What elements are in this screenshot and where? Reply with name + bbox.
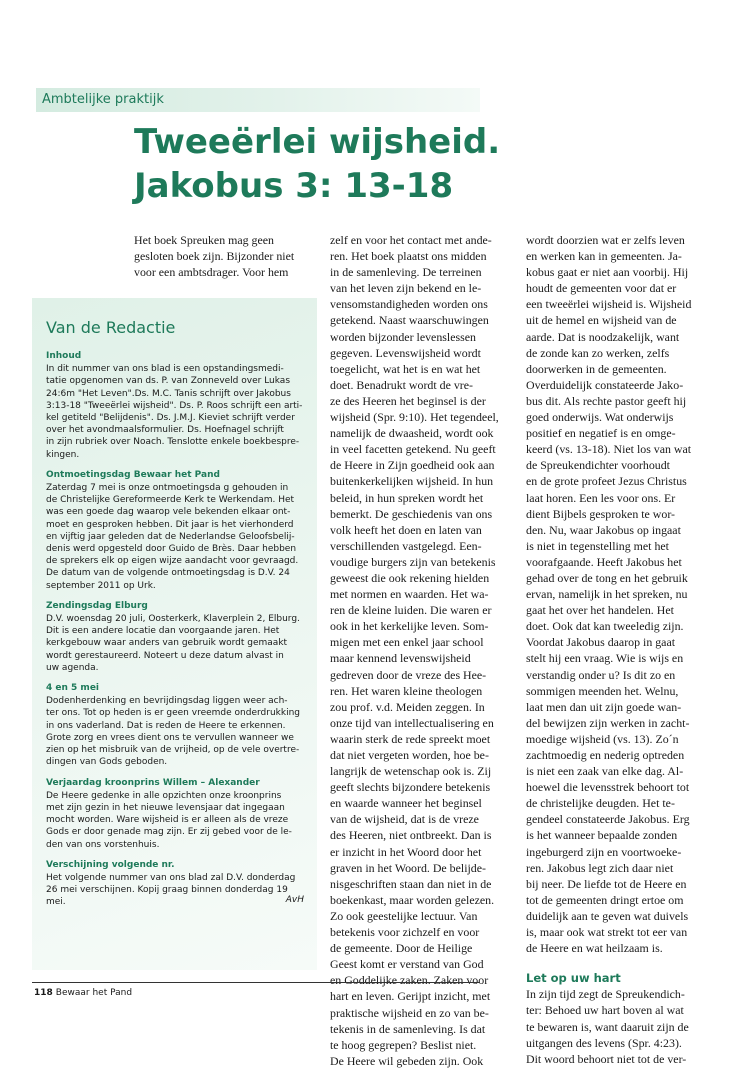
text-line: te hoog gegrepen? Beslist niet. [330,1037,477,1052]
text-line: hart en leven. Gerijpt inzicht, met [330,989,491,1004]
text-line: langrijk de wetenschap ook is. Zij [330,764,492,779]
sidebar-section [46,777,308,851]
column-1-intro [134,232,314,280]
sidebar-section-heading: Verjaardag kroonprins Willem – Alexander [46,777,260,788]
signature: AvH [285,895,304,906]
sidebar-text-line: D.V. woensdag 20 juli, Oosterkerk, Klaverplein 2, Elburg. [46,614,300,625]
text-line: en werken kan in gemeenten. Ja- [526,249,682,264]
text-line: de zonde kan zo werken, zelfs [526,345,670,360]
text-line: boekenkast, maar worden gelezen. [330,892,495,907]
text-line: kobus gaat er niet aan voorbij. Hij [526,265,689,280]
text-line: ren de kleine luiden. Die waren er [330,603,492,618]
text-line: is het wanneer bepaalde zonden [526,828,678,843]
text-line: dat niet vergeten worden, hoe be- [330,748,489,762]
text-line: Het boek Spreuken mag geen [134,233,274,247]
sidebar-text-line: moet en gesproken hebben. Dit jaar is het vierhonderd [46,519,294,530]
text-line: doet. Ook dat kan tweeledig zijn. [526,619,684,634]
text-line: zou prof. v.d. Meiden zeggen. In [330,699,485,714]
text-line: goed onderwijs. Wat onderwijs [526,410,674,425]
text-line: zelf en voor het contact met ande- [330,233,492,247]
sidebar-text-line: In dit nummer van ons blad is een opstandingsmedi- [46,364,284,375]
text-line: met normen en waarden. Het wa- [330,587,489,602]
sidebar-section [46,469,308,592]
sidebar-text-line: mei. [46,897,66,908]
text-line: gesloten boek zijn. Bijzonder niet [134,249,295,264]
text-line: gendeel constateerde Jakobus. Erg [526,812,690,827]
text-line: del bewijzen zijn werken in zacht- [526,715,690,730]
sidebar-text-line: De datum van de volgende ontmoetingsdag is D.V. 24 [46,568,290,579]
sidebar-text-line: kel getiteld "Belijdenis". Ds. J.M.J. Kieviet schrijft verder [46,413,295,424]
text-line: betekenis voor zichzelf en voor [330,925,480,940]
text-line: maar kennend levenswijsheid [330,651,471,666]
text-line: gegeven. Levenswijsheid wordt [330,345,481,360]
sidebar-text-line: in zijn rubriek over Noach. Tenslotte enkele boekbespre- [46,437,300,448]
text-line: nisgeschriften staan dan niet in de [330,876,492,891]
sidebar-text-line: 26 mei verschijnen. Kopij graag binnen donderdag 19 [46,885,288,896]
sidebar-text-line: met zijn gezin in het nieuwe levensjaar dat ingegaan [46,802,285,813]
text-line: hoewel die levensstrek behoort tot [526,780,690,795]
text-line: en de grote profeet Jezus Christus [526,474,687,489]
text-line: er inzicht in het Woord door het [330,844,482,859]
text-line: in de samenleving. De terreinen [330,265,482,280]
text-line: de gemeente. Door de Heilige [330,941,473,956]
text-line: is, maar ook wat strekt tot eer van [526,925,688,940]
sidebar-text-line: dingen van Gods geboden. [46,757,168,768]
sidebar-text-line: en vijftig jaar geleden dat de Nederlandse Geloofsbelij- [46,531,295,542]
text-line: en waarde wanneer het beginsel [330,796,482,811]
text-line: voorafgaande. Heeft Jakobus het [526,554,682,569]
text-line: buitenkerkelijken wijsheid. In hun [330,474,494,489]
sidebar-section-heading: Ontmoetingsdag Bewaar het Pand [46,469,220,480]
text-line: doet. Benadrukt wordt de vre- [330,377,473,392]
sidebar-section [46,682,308,768]
section-label: Ambtelijke praktijk [42,92,164,107]
publication-name: Bewaar het Pand [55,988,133,998]
sidebar-text-line: kerkgebouw waar anders van gebruik wordt gemaakt [46,638,288,649]
text-line: dient Bijbels gesproken te wor- [526,506,676,521]
sidebar-text-line: kingen. [46,449,80,460]
text-line: ervan, namelijk in het spreken, nu [526,587,688,602]
text-line: duidelijk aan te geven wat duivels [526,908,689,923]
sidebar-section-heading: Inhoud [46,351,82,361]
sidebar-text-line: september 2011 op Urk. [46,580,156,591]
text-line: bemerkt. De geschiedenis van ons [330,506,493,521]
text-line: bij neer. De liefde tot de Heere en [526,876,687,891]
text-line: worden bijzonder levenslessen [330,329,476,344]
text-line: laat horen. Een les voor ons. Er [526,490,676,505]
text-line: de christelijke deugden. Het te- [526,796,675,811]
page-number: 118 [34,988,53,998]
text-line: des Heeren, niet ontbreekt. Dan is [330,828,492,843]
text-line: beleid, in hun spreken wordt het [330,490,484,505]
text-line: bus dit. Als rechte pastor geeft hij [526,393,687,408]
text-line: tot de gemeenten dringt ertoe om [526,892,684,907]
text-line: volk heeft het doen en laten van [330,522,482,537]
sidebar-text-line: Het volgende nummer van ons blad zal D.V. donderdag [46,872,296,883]
spacer [526,956,708,970]
text-line: ren. Het waren kleine theologen [330,683,483,698]
text-line: gehad over de tong en het gebruik [526,570,688,585]
text-line: Zo ook geestelijke lectuur. Van [330,908,478,923]
sidebar-text-line: zien op het misbruik van de vrijheid, op de vele overtre- [46,745,300,756]
sidebar-text-line: den van ons vorstenhuis. [46,839,160,850]
text-line: in veel facetten getekend. Nu geeft [330,442,496,457]
text-line: De Heere wil gebeden zijn. Ook [330,1053,484,1068]
text-line: In zijn tijd zegt de Spreukendich- [526,987,685,1002]
text-line: tekenis in de samenleving. Is dat [330,1021,486,1036]
text-line: Geest komt er verstand van God [330,957,484,972]
sidebar-text-line: 3:13-18 "Tweeërlei wijsheid". Ds. P. Roos schrijft een arti- [46,400,303,411]
sidebar-text-line: mocht worden. Ware wijsheid is er alleen als de vreze [46,815,289,826]
text-line: uitgangen des levens (Spr. 4:23). [526,1035,682,1050]
text-line: stelt hij een vraag. Wie is wijs en [526,651,684,666]
footer-rule [32,982,480,983]
sidebar-text-line: tatie opgenomen van ds. P. van Zonneveld over Lukas [46,376,291,387]
text-line: geeft slechts bijzondere betekenis [330,780,491,795]
text-line: toegelicht, wat het is en wat het [330,361,481,376]
text-line: is niet een zaak van elke dag. Al- [526,764,684,779]
text-line: ter: Behoed uw hart boven al wat [526,1003,684,1018]
text-line: en Goddelijke zaken. Zaken voor [330,973,489,988]
text-line: van de wijsheid, dat is de vreze [330,812,479,827]
text-line: Dit woord behoort niet tot de ver- [526,1051,687,1066]
sidebar-text-line: Dit is een andere locatie dan voorgaande jaren. Het [46,626,280,637]
text-line: praktische wijsheid en zo van be- [330,1005,489,1020]
text-line: getekend. Naast waarschuwingen [330,313,489,328]
text-line: ook in het kerkelijke leven. Som- [330,619,489,634]
text-line: gedreven door de vreze des Hee- [330,667,487,682]
text-line: voudige burgers zijn van betekenis [330,554,496,569]
text-line: namelijk de dwaasheid, wordt ook [330,426,494,441]
title-line-1: Tweeërlei wijsheid. [134,122,501,162]
sidebar-text-line: uw agenda. [46,662,99,673]
text-line: ingeburgerd zijn en voortwoeke- [526,844,682,859]
text-line: vensomstandigheden worden ons [330,297,488,312]
text-line: geweest die ook rekening hielden [330,570,490,585]
text-line: verschillenden vastgelegd. Een- [330,538,482,553]
sidebar-section-heading: 4 en 5 mei [46,683,100,694]
sidebar-section [46,859,308,909]
text-line: laat men dan uit zijn goede wan- [526,699,682,714]
text-line: verstandig onder u? Is dit zo en [526,667,676,682]
column-3 [526,232,708,1067]
article-title [134,120,514,208]
column-2 [330,232,512,1069]
sidebar-text-line: 24:6m "Het Leven".Ds. M.C. Tanis schrijft over Jakobus [46,388,291,399]
sidebar-text-line: over het avondmaalsformulier. Ds. Hoefnagel schrijft [46,425,284,436]
text-line: Voordat Jakobus daarop in gaat [526,635,676,650]
text-line: onze tijd van intellectualisering en [330,715,494,730]
text-line: de Heere en wat heilzaam is. [526,941,663,956]
text-line: een tweeërlei wijsheid is. Wijsheid [526,297,692,312]
text-line: Overduidelijk constateerde Jako- [526,377,684,392]
text-line: houdt de gemeenten voor dat er [526,281,677,296]
text-line: te bewaren is, want daaruit zijn de [526,1019,689,1034]
page-footer [34,988,132,998]
sidebar-text-line: ter ons. Tot op heden is er geen vreemde onderdrukking [46,708,300,719]
sidebar-text-line: Zaterdag 7 mei is onze ontmoetingsda g gehouden in [46,483,289,494]
sidebar-text-line: de Christelijke Gereformeerde Kerk te Werkendam. Het [46,495,295,506]
sidebar-title: Van de Redactie [46,318,176,337]
text-line: uit de hemel en wijsheid van de [526,313,677,328]
title-line-2: Jakobus 3: 13-18 [134,166,454,206]
sidebar-section [46,350,308,461]
text-line: aarde. Dat is noodzakelijk, want [526,329,680,344]
text-line: sommigen meenden het. Welnu, [526,683,679,698]
sidebar-section [46,600,308,674]
text-line: de Spreukendichter voorhoudt [526,458,670,473]
text-line: zachtmoedig en nederig optreden [526,748,685,762]
text-line: keerd (vs. 13-18). Niet los van wat [526,442,692,457]
sidebar-text-line: de sprekers elk op eigen wijze aandacht voor gevraagd. [46,556,299,567]
sidebar-text-line: denis werd opgesteld door Guido de Brès. Daar hebben [46,544,297,555]
text-line: wijsheid (Spr. 9:10). Het tegendeel, [330,410,499,425]
text-line: waarin sterk de rede spreekt moet [330,731,491,746]
text-line: ren. Jakobus legt zich daar niet [526,860,674,875]
text-line: moedige wijsheid (vs. 13). Zo´n [526,731,679,746]
sidebar-text-line: was een goede dag waarop vele bekenden elkaar ont- [46,507,291,518]
sidebar-text-line: in ons vaderland. Dat is reden de Heere te erkennen. [46,720,286,731]
text-line: van het leven zijn bekend en le- [330,281,482,296]
text-line: graven in het Woord. De belijde- [330,860,486,875]
text-line: ren. Het boek plaatst ons midden [330,249,487,264]
sidebar-text-line: De Heere gedenke in alle opzichten onze kroonprins [46,790,282,801]
sidebar-text-line: Gods er door genade mag zijn. Er zij gebed voor de le- [46,827,292,838]
subheading: Let op uw hart [526,971,621,986]
text-line: ze des Heeren het beginsel is der [330,393,486,408]
sidebar-text-line: Dodenherdenking en bevrijdingsdag liggen weer ach- [46,696,288,707]
sidebar-section-heading: Zendingsdag Elburg [46,600,148,611]
text-line: voor een ambtsdrager. Voor hem [134,265,289,280]
text-line: de Heere in Zijn goedheid ook aan [330,458,495,473]
text-line: is niet in tegenstelling met het [526,538,669,553]
sidebar-text-line: wordt gerestaureerd. Noteert u deze datum alvast in [46,650,284,661]
text-line: positief en negatief is en omge- [526,426,676,441]
text-line: wordt doorzien wat er zelfs leven [526,233,685,247]
sidebar-section-heading: Verschijning volgende nr. [46,859,175,870]
text-line: doorwerken in de gemeenten. [526,361,667,376]
sidebar-text-line: Grote zorg en vrees dient ons te vervullen wanneer we [46,732,294,743]
text-line: gaat het over het handelen. Het [526,603,674,618]
text-line: den. Nu, waar Jakobus op ingaat [526,522,681,537]
text-line: migen met een enkel jaar school [330,635,484,650]
sidebar-body [46,350,308,917]
